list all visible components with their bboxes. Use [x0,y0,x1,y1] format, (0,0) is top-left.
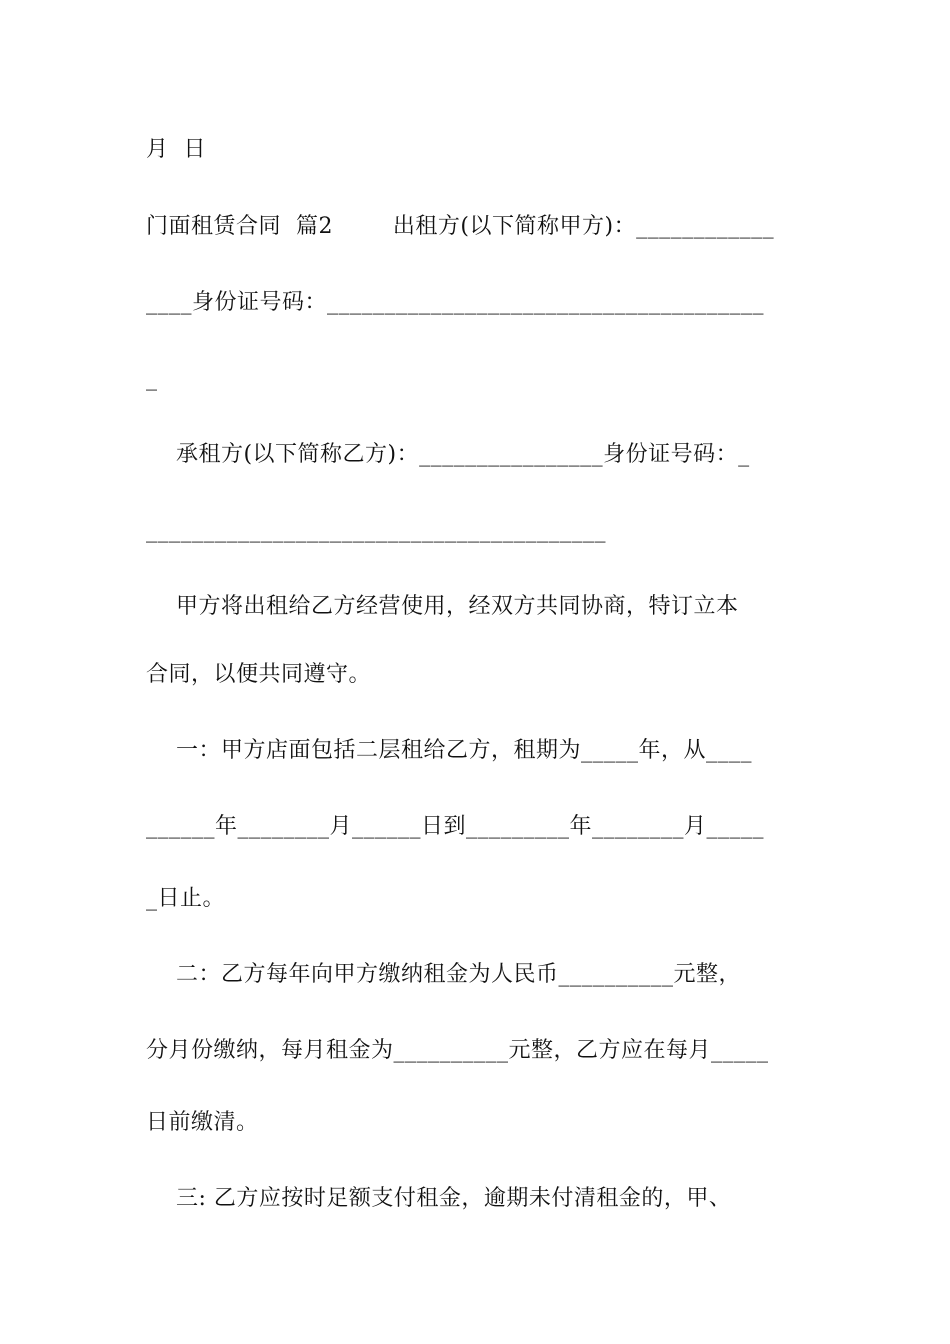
clause-1-line-3: _日止。 [146,886,226,911]
clause-1-line-1: 一：甲方店面包括二层租给乙方，租期为_____年，从____ [146,738,752,763]
intro-line-1: 甲方将出租给乙方经营使用，经双方共同协商，特订立本 [146,594,739,619]
clause-3-line-1: 三: 乙方应按时足额支付租金，逾期未付清租金的，甲、 [146,1186,732,1211]
clause-2-line-2: 分月份缴纳，每月租金为__________元整，乙方应在每月_____ [146,1038,769,1063]
lessor-id-line: ____身份证号码：______________________________________ [146,290,765,315]
underscore-line: _ [146,366,158,391]
lessee-id-line: ________________________________________ [146,518,606,543]
intro-line-2: 合同，以便共同遵守。 [146,662,372,687]
clause-2-line-1: 二：乙方每年向甲方缴纳租金为人民币__________元整， [146,962,741,987]
clause-1-line-2: ______年________月______日到_________年________月_____ [146,814,765,839]
title-lessor-line: 门面租赁合同 篇2 出租方(以下简称甲方)：____________ [146,214,775,239]
date-line: 月 日 [146,137,206,162]
clause-2-line-3: 日前缴清。 [146,1110,259,1135]
lessee-line: 承租方(以下简称乙方)：________________身份证号码：_ [146,442,750,467]
